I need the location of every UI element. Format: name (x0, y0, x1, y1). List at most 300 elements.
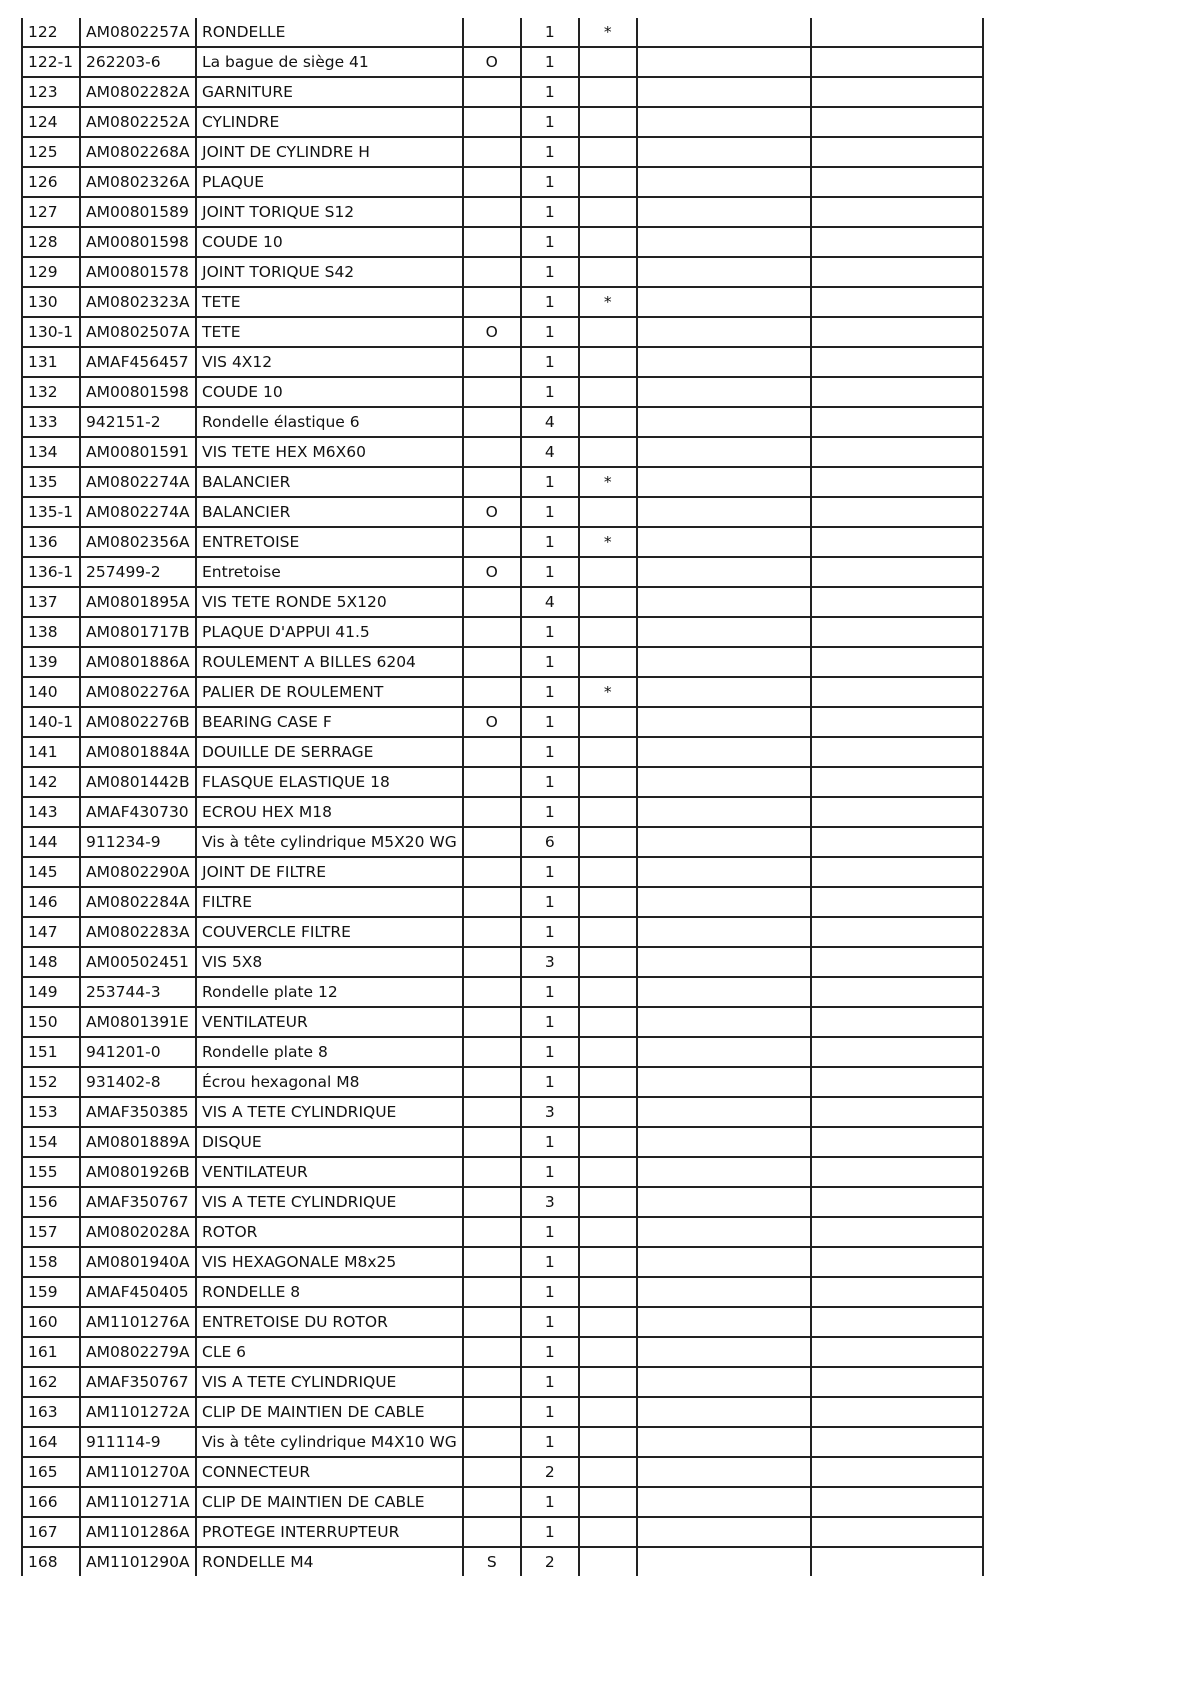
description-cell: CONNECTEUR (196, 1457, 463, 1487)
table-row (22, 707, 983, 737)
part-number-cell: 166 (22, 1487, 80, 1517)
quantity-cell: 1 (521, 1427, 579, 1457)
description-cell: ROULEMENT A BILLES 6204 (196, 647, 463, 677)
description-cell: ENTRETOISE DU ROTOR (196, 1307, 463, 1337)
empty-cell (811, 47, 983, 77)
marker-cell (579, 707, 637, 737)
reference-cell: 262203-6 (80, 47, 196, 77)
quantity-cell: 1 (521, 887, 579, 917)
empty-cell (811, 167, 983, 197)
part-number-cell: 139 (22, 647, 80, 677)
table-row (22, 407, 983, 437)
table-row (22, 1157, 983, 1187)
code-cell (463, 107, 521, 137)
part-number-cell: 152 (22, 1067, 80, 1097)
quantity-cell: 1 (521, 797, 579, 827)
code-cell (463, 1037, 521, 1067)
part-number-cell: 122 (22, 18, 80, 47)
empty-cell (811, 377, 983, 407)
reference-cell: AMAF350767 (80, 1367, 196, 1397)
marker-cell (579, 1547, 637, 1576)
empty-cell (811, 947, 983, 977)
empty-cell (811, 827, 983, 857)
quantity-cell: 1 (521, 377, 579, 407)
empty-cell (637, 1247, 811, 1277)
table-row (22, 677, 983, 707)
description-cell: RONDELLE (196, 18, 463, 47)
marker-cell: * (579, 18, 637, 47)
marker-cell (579, 1457, 637, 1487)
reference-cell: AM0802507A (80, 317, 196, 347)
table-row (22, 1277, 983, 1307)
empty-cell (637, 947, 811, 977)
description-cell: RONDELLE 8 (196, 1277, 463, 1307)
code-cell (463, 137, 521, 167)
empty-cell (637, 137, 811, 167)
empty-cell (637, 18, 811, 47)
empty-cell (811, 1517, 983, 1547)
reference-cell: AM0801926B (80, 1157, 196, 1187)
empty-cell (811, 287, 983, 317)
quantity-cell: 1 (521, 18, 579, 47)
code-cell (463, 1457, 521, 1487)
empty-cell (637, 1457, 811, 1487)
reference-cell: AM00801578 (80, 257, 196, 287)
marker-cell (579, 317, 637, 347)
empty-cell (637, 407, 811, 437)
empty-cell (637, 167, 811, 197)
empty-cell (637, 347, 811, 377)
description-cell: Vis à tête cylindrique M4X10 WG (196, 1427, 463, 1457)
quantity-cell: 1 (521, 1037, 579, 1067)
marker-cell (579, 1067, 637, 1097)
quantity-cell: 1 (521, 137, 579, 167)
description-cell: VENTILATEUR (196, 1007, 463, 1037)
description-cell: JOINT TORIQUE S42 (196, 257, 463, 287)
empty-cell (637, 1067, 811, 1097)
empty-cell (811, 1397, 983, 1427)
marker-cell (579, 437, 637, 467)
table-row (22, 1007, 983, 1037)
marker-cell (579, 167, 637, 197)
table-row (22, 797, 983, 827)
description-cell: PALIER DE ROULEMENT (196, 677, 463, 707)
part-number-cell: 146 (22, 887, 80, 917)
part-number-cell: 145 (22, 857, 80, 887)
code-cell: O (463, 707, 521, 737)
description-cell: La bague de siège 41 (196, 47, 463, 77)
reference-cell: AM0802323A (80, 287, 196, 317)
reference-cell: 257499-2 (80, 557, 196, 587)
code-cell (463, 767, 521, 797)
empty-cell (637, 317, 811, 347)
table-row (22, 257, 983, 287)
part-number-cell: 135 (22, 467, 80, 497)
code-cell (463, 18, 521, 47)
part-number-cell: 150 (22, 1007, 80, 1037)
empty-cell (637, 497, 811, 527)
table-row (22, 437, 983, 467)
reference-cell: AM1101286A (80, 1517, 196, 1547)
code-cell (463, 167, 521, 197)
quantity-cell: 1 (521, 917, 579, 947)
code-cell (463, 527, 521, 557)
part-number-cell: 156 (22, 1187, 80, 1217)
code-cell (463, 377, 521, 407)
description-cell: JOINT DE CYLINDRE H (196, 137, 463, 167)
empty-cell (811, 1187, 983, 1217)
marker-cell: * (579, 677, 637, 707)
reference-cell: 911114-9 (80, 1427, 196, 1457)
table-row (22, 1247, 983, 1277)
marker-cell (579, 917, 637, 947)
description-cell: COUVERCLE FILTRE (196, 917, 463, 947)
reference-cell: AM00801591 (80, 437, 196, 467)
code-cell (463, 1187, 521, 1217)
code-cell (463, 1487, 521, 1517)
empty-cell (637, 887, 811, 917)
reference-cell: AMAF450405 (80, 1277, 196, 1307)
table-row (22, 287, 983, 317)
quantity-cell: 4 (521, 407, 579, 437)
marker-cell (579, 887, 637, 917)
description-cell: GARNITURE (196, 77, 463, 107)
table-row (22, 557, 983, 587)
empty-cell (637, 197, 811, 227)
description-cell: ROTOR (196, 1217, 463, 1247)
part-number-cell: 138 (22, 617, 80, 647)
table-row (22, 587, 983, 617)
reference-cell: AM0802252A (80, 107, 196, 137)
table-row (22, 467, 983, 497)
empty-cell (637, 797, 811, 827)
reference-cell: 941201-0 (80, 1037, 196, 1067)
empty-cell (637, 1157, 811, 1187)
code-cell (463, 1217, 521, 1247)
reference-cell: AM1101276A (80, 1307, 196, 1337)
part-number-cell: 147 (22, 917, 80, 947)
description-cell: COUDE 10 (196, 227, 463, 257)
empty-cell (811, 1127, 983, 1157)
description-cell: PLAQUE (196, 167, 463, 197)
quantity-cell: 3 (521, 1097, 579, 1127)
marker-cell (579, 137, 637, 167)
marker-cell (579, 1277, 637, 1307)
quantity-cell: 1 (521, 1007, 579, 1037)
description-cell: Écrou hexagonal M8 (196, 1067, 463, 1097)
table-row (22, 1517, 983, 1547)
marker-cell (579, 407, 637, 437)
table-row (22, 857, 983, 887)
quantity-cell: 1 (521, 767, 579, 797)
code-cell (463, 587, 521, 617)
description-cell: Entretoise (196, 557, 463, 587)
table-row (22, 1217, 983, 1247)
code-cell (463, 1127, 521, 1157)
empty-cell (637, 917, 811, 947)
empty-cell (811, 1457, 983, 1487)
empty-cell (811, 107, 983, 137)
description-cell: RONDELLE M4 (196, 1547, 463, 1576)
description-cell: Vis à tête cylindrique M5X20 WG (196, 827, 463, 857)
quantity-cell: 1 (521, 1067, 579, 1097)
marker-cell: * (579, 527, 637, 557)
code-cell (463, 1367, 521, 1397)
code-cell (463, 1097, 521, 1127)
description-cell: FLASQUE ELASTIQUE 18 (196, 767, 463, 797)
empty-cell (637, 557, 811, 587)
description-cell: COUDE 10 (196, 377, 463, 407)
reference-cell: AM0802290A (80, 857, 196, 887)
empty-cell (811, 887, 983, 917)
description-cell: ENTRETOISE (196, 527, 463, 557)
table-row (22, 197, 983, 227)
marker-cell (579, 197, 637, 227)
quantity-cell: 1 (521, 1397, 579, 1427)
quantity-cell: 1 (521, 977, 579, 1007)
marker-cell (579, 647, 637, 677)
marker-cell (579, 1427, 637, 1457)
empty-cell (637, 647, 811, 677)
description-cell: CLIP DE MAINTIEN DE CABLE (196, 1487, 463, 1517)
reference-cell: AMAF350385 (80, 1097, 196, 1127)
reference-cell: AM00801598 (80, 227, 196, 257)
marker-cell (579, 1487, 637, 1517)
reference-cell: AM00801589 (80, 197, 196, 227)
description-cell: VIS TETE HEX M6X60 (196, 437, 463, 467)
table-row (22, 887, 983, 917)
code-cell (463, 257, 521, 287)
table-row (22, 647, 983, 677)
quantity-cell: 1 (521, 677, 579, 707)
description-cell: DOUILLE DE SERRAGE (196, 737, 463, 767)
reference-cell: AM0802356A (80, 527, 196, 557)
empty-cell (811, 77, 983, 107)
marker-cell (579, 587, 637, 617)
part-number-cell: 160 (22, 1307, 80, 1337)
empty-cell (811, 1487, 983, 1517)
description-cell: PROTEGE INTERRUPTEUR (196, 1517, 463, 1547)
table-row (22, 1367, 983, 1397)
marker-cell (579, 1097, 637, 1127)
marker-cell (579, 977, 637, 1007)
empty-cell (637, 467, 811, 497)
empty-cell (637, 1397, 811, 1427)
quantity-cell: 2 (521, 1457, 579, 1487)
quantity-cell: 1 (521, 497, 579, 527)
empty-cell (811, 197, 983, 227)
part-number-cell: 125 (22, 137, 80, 167)
part-number-cell: 143 (22, 797, 80, 827)
empty-cell (811, 707, 983, 737)
part-number-cell: 159 (22, 1277, 80, 1307)
description-cell: TETE (196, 287, 463, 317)
description-cell: CYLINDRE (196, 107, 463, 137)
reference-cell: AM0802283A (80, 917, 196, 947)
empty-cell (811, 407, 983, 437)
empty-cell (637, 767, 811, 797)
table-row (22, 917, 983, 947)
code-cell (463, 677, 521, 707)
quantity-cell: 1 (521, 227, 579, 257)
empty-cell (811, 587, 983, 617)
code-cell (463, 1277, 521, 1307)
part-number-cell: 124 (22, 107, 80, 137)
empty-cell (637, 1487, 811, 1517)
description-cell: DISQUE (196, 1127, 463, 1157)
quantity-cell: 1 (521, 317, 579, 347)
table-row (22, 947, 983, 977)
empty-cell (637, 257, 811, 287)
description-cell: CLIP DE MAINTIEN DE CABLE (196, 1397, 463, 1427)
reference-cell: AM0801895A (80, 587, 196, 617)
code-cell (463, 437, 521, 467)
table-row (22, 977, 983, 1007)
empty-cell (811, 977, 983, 1007)
code-cell (463, 1397, 521, 1427)
code-cell (463, 797, 521, 827)
marker-cell (579, 1367, 637, 1397)
table-row (22, 1037, 983, 1067)
empty-cell (811, 1307, 983, 1337)
table-row (22, 1397, 983, 1427)
quantity-cell: 3 (521, 1187, 579, 1217)
empty-cell (811, 257, 983, 287)
marker-cell (579, 767, 637, 797)
empty-cell (811, 1337, 983, 1367)
code-cell (463, 197, 521, 227)
marker-cell (579, 107, 637, 137)
empty-cell (811, 317, 983, 347)
quantity-cell: 1 (521, 1157, 579, 1187)
part-number-cell: 131 (22, 347, 80, 377)
marker-cell (579, 347, 637, 377)
description-cell: VIS A TETE CYLINDRIQUE (196, 1367, 463, 1397)
marker-cell (579, 1307, 637, 1337)
empty-cell (811, 767, 983, 797)
empty-cell (637, 677, 811, 707)
code-cell (463, 1517, 521, 1547)
empty-cell (637, 77, 811, 107)
empty-cell (637, 857, 811, 887)
reference-cell: AM0802279A (80, 1337, 196, 1367)
code-cell (463, 227, 521, 257)
empty-cell (811, 1157, 983, 1187)
empty-cell (811, 437, 983, 467)
empty-cell (811, 1007, 983, 1037)
quantity-cell: 6 (521, 827, 579, 857)
description-cell: BALANCIER (196, 467, 463, 497)
code-cell (463, 77, 521, 107)
description-cell: Rondelle plate 12 (196, 977, 463, 1007)
table-row (22, 1337, 983, 1367)
empty-cell (811, 857, 983, 887)
empty-cell (637, 707, 811, 737)
empty-cell (637, 737, 811, 767)
marker-cell (579, 1397, 637, 1427)
part-number-cell: 157 (22, 1217, 80, 1247)
code-cell (463, 647, 521, 677)
part-number-cell: 132 (22, 377, 80, 407)
table-row (22, 1487, 983, 1517)
table-row (22, 47, 983, 77)
empty-cell (637, 1277, 811, 1307)
description-cell: BALANCIER (196, 497, 463, 527)
description-cell: VENTILATEUR (196, 1157, 463, 1187)
reference-cell: 253744-3 (80, 977, 196, 1007)
marker-cell (579, 557, 637, 587)
code-cell: S (463, 1547, 521, 1576)
description-cell: BEARING CASE F (196, 707, 463, 737)
marker-cell (579, 77, 637, 107)
reference-cell: AM0802276A (80, 677, 196, 707)
part-number-cell: 123 (22, 77, 80, 107)
empty-cell (811, 467, 983, 497)
reference-cell: AMAF456457 (80, 347, 196, 377)
quantity-cell: 1 (521, 557, 579, 587)
part-number-cell: 167 (22, 1517, 80, 1547)
quantity-cell: 1 (521, 47, 579, 77)
marker-cell (579, 1157, 637, 1187)
empty-cell (811, 137, 983, 167)
part-number-cell: 142 (22, 767, 80, 797)
description-cell: VIS A TETE CYLINDRIQUE (196, 1187, 463, 1217)
reference-cell: AM0802257A (80, 18, 196, 47)
code-cell (463, 1007, 521, 1037)
empty-cell (637, 617, 811, 647)
quantity-cell: 1 (521, 167, 579, 197)
part-number-cell: 133 (22, 407, 80, 437)
quantity-cell: 1 (521, 347, 579, 377)
reference-cell: AM0801886A (80, 647, 196, 677)
marker-cell (579, 1007, 637, 1037)
reference-cell: AM0802276B (80, 707, 196, 737)
marker-cell (579, 257, 637, 287)
reference-cell: AM1101270A (80, 1457, 196, 1487)
table-row (22, 18, 983, 47)
part-number-cell: 164 (22, 1427, 80, 1457)
empty-cell (811, 557, 983, 587)
code-cell (463, 1427, 521, 1457)
description-cell: JOINT TORIQUE S12 (196, 197, 463, 227)
empty-cell (637, 47, 811, 77)
reference-cell: AM0801442B (80, 767, 196, 797)
marker-cell (579, 1127, 637, 1157)
reference-cell: AM00801598 (80, 377, 196, 407)
quantity-cell: 1 (521, 707, 579, 737)
part-number-cell: 136-1 (22, 557, 80, 587)
quantity-cell: 2 (521, 1547, 579, 1576)
description-cell: TETE (196, 317, 463, 347)
quantity-cell: 1 (521, 857, 579, 887)
quantity-cell: 1 (521, 737, 579, 767)
part-number-cell: 153 (22, 1097, 80, 1127)
table-row (22, 827, 983, 857)
table-row (22, 1097, 983, 1127)
empty-cell (637, 827, 811, 857)
table-row (22, 497, 983, 527)
marker-cell (579, 47, 637, 77)
quantity-cell: 1 (521, 1517, 579, 1547)
reference-cell: AM1101272A (80, 1397, 196, 1427)
empty-cell (637, 437, 811, 467)
quantity-cell: 1 (521, 647, 579, 677)
empty-cell (811, 497, 983, 527)
code-cell: O (463, 47, 521, 77)
empty-cell (637, 1007, 811, 1037)
part-number-cell: 154 (22, 1127, 80, 1157)
empty-cell (811, 1037, 983, 1067)
